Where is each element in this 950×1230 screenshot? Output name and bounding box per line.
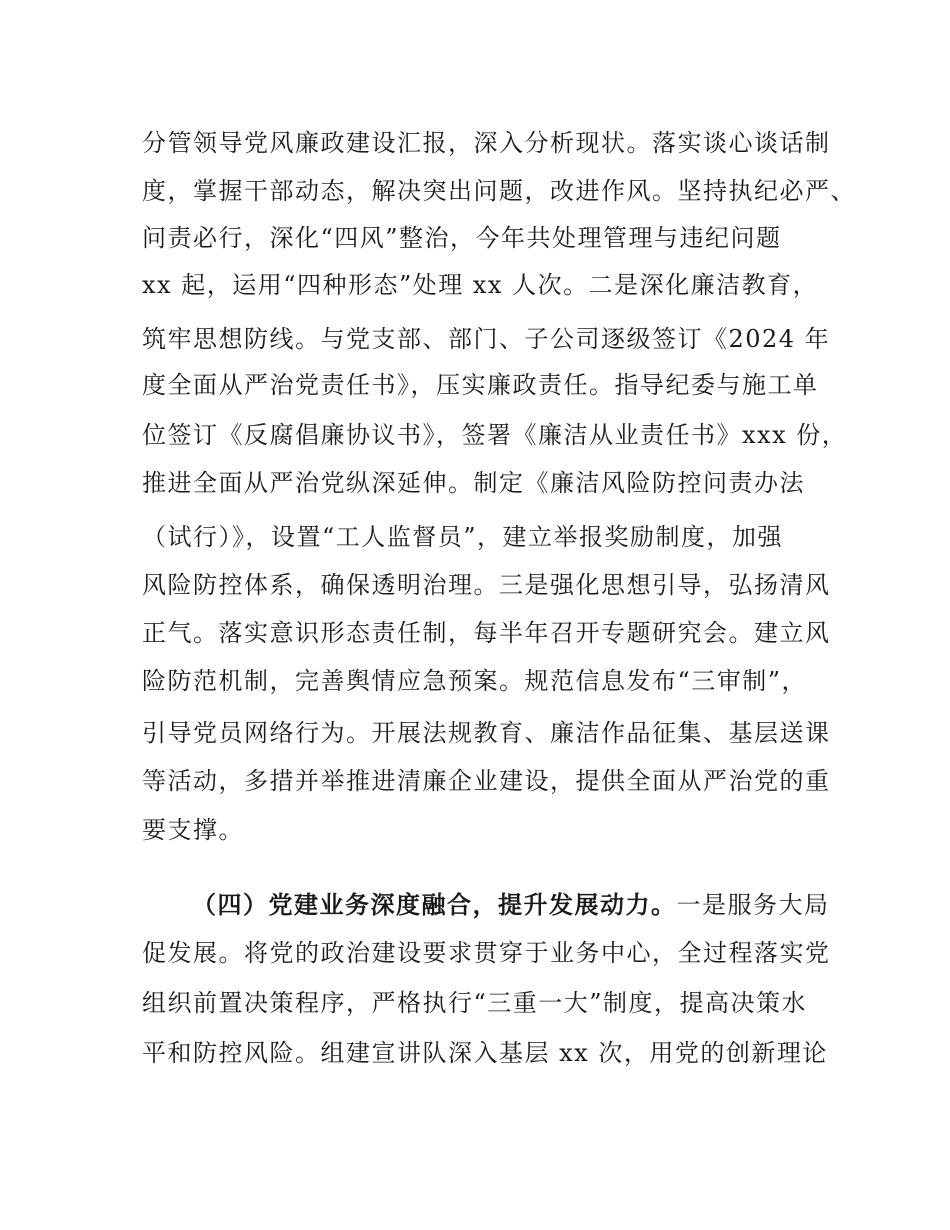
section-heading: （四）党建业务深度融合，提升发展动力。	[192, 891, 677, 919]
text-line: 度全面从严治党责任书》，压实廉政责任。指导纪委与施工单	[142, 371, 819, 399]
text-line: 筑牢思想防线。与党支部、部门、子公司逐级签订《2024 年	[142, 325, 831, 353]
text-line: 位签订《反腐倡廉协议书》，签署《廉洁从业责任书》xxx 份，	[142, 421, 848, 449]
text-line: 平和防控风险。组建宣讲队深入基层 xx 次，用党的创新理论	[142, 1039, 828, 1067]
text-line: 风险防控体系，确保透明治理。三是强化思想引导，弘扬清风	[142, 571, 831, 599]
text-line: 险防范机制，完善舆情应急预案。规范信息发布“三审制”，	[142, 667, 808, 695]
text-line: 促发展。将党的政治建设要求贯穿于业务中心，全过程落实党	[142, 939, 831, 967]
heading-line-rest: 一是服务大局	[676, 891, 830, 919]
text-line: xx 起，运用“四种形态”处理 xx 人次。二是深化廉洁教育，	[142, 271, 819, 299]
text-line: 正气。落实意识形态责任制，每半年召开专题研究会。建立风	[142, 619, 831, 647]
text-line: 度，掌握干部动态，解决突出问题，改进作风。坚持执纪必严、	[142, 177, 856, 205]
text-line: 分管领导党风廉政建设汇报，深入分析现状。落实谈心谈话制	[142, 129, 831, 157]
text-line: 等活动，多措并举推进清廉企业建设，提供全面从严治党的重	[142, 767, 831, 795]
text-line: 引导党员网络行为。开展法规教育、廉洁作品征集、基层送课	[142, 719, 831, 747]
text-line: （试行）》，设置“工人监督员”，建立举报奖励制度，加强	[142, 523, 784, 551]
text-line: 问责必行，深化“四风”整治，今年共处理管理与违纪问题	[142, 224, 782, 252]
text-line: 推进全面从严治党纵深延伸。制定《廉洁风险防控问责办法	[142, 469, 805, 497]
paragraph-heading-line	[192, 890, 830, 920]
text-line: 组织前置决策程序，严格执行“三重一大”制度，提高决策水	[142, 989, 808, 1017]
text-line: 要支撑。	[142, 816, 244, 844]
